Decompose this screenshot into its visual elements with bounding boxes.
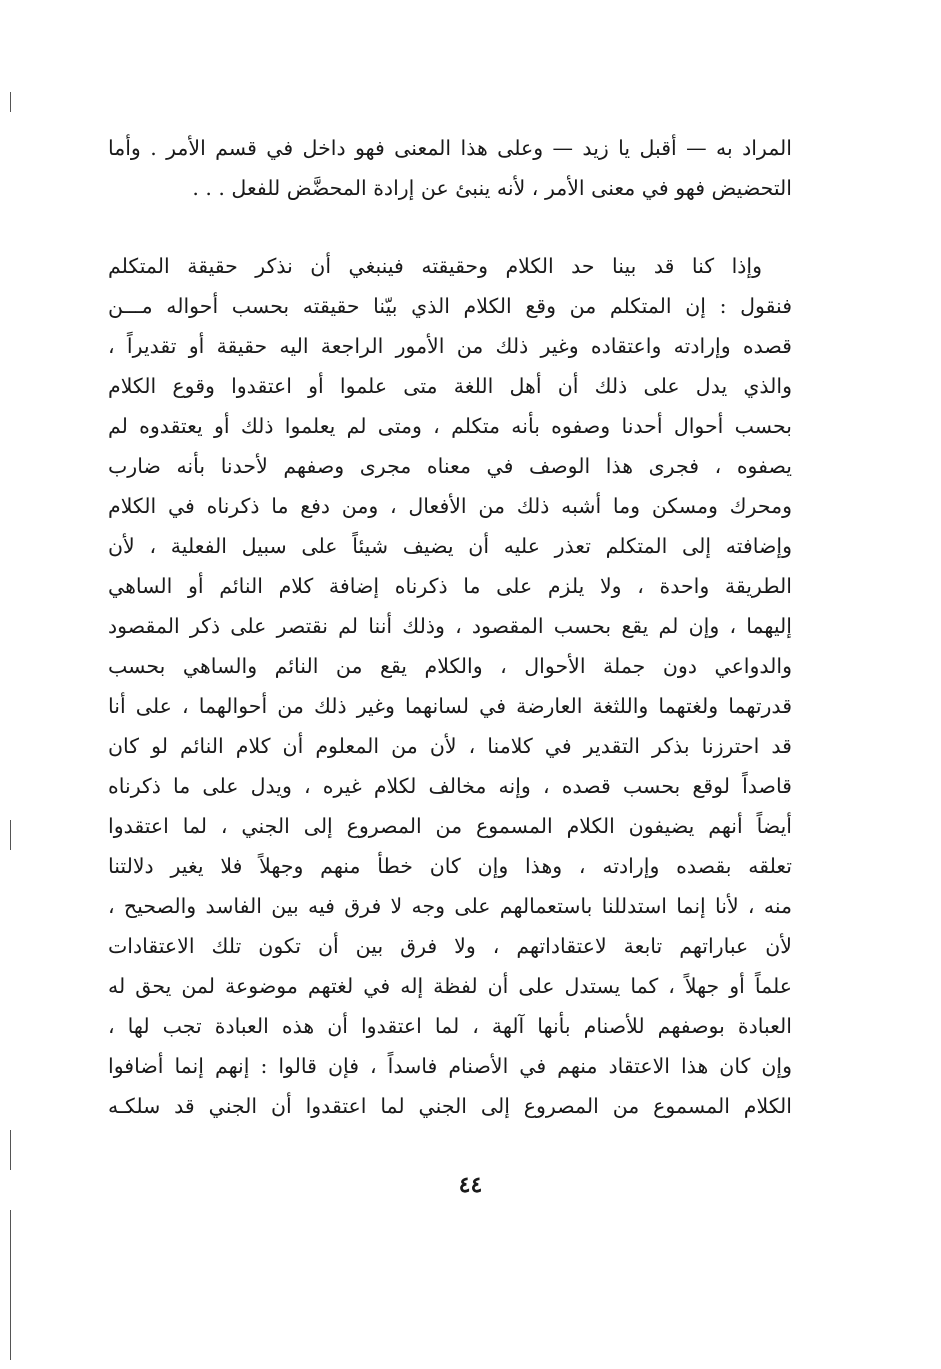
text-line: تعلقه بقصده وإرادته ، وهذا وإن كان خطأ منهم وجهلاً فلا يغير دلالتنا — [108, 854, 792, 878]
page-body — [108, 128, 792, 1126]
text-line: والدواعي دون جملة الأحوال ، والكلام يقع من النائم والساهي بحسب — [108, 654, 792, 678]
paragraph — [108, 128, 792, 208]
text-line: قصده وإرادته واعتقاده وغير ذلك من الأمور الراجعة اليه حقيقة أو تقديراً ، — [108, 334, 792, 358]
text-line: وإن كان هذا الاعتقاد منهم في الأصنام فاسداً ، فإن قالوا : إنهم إنما أضافوا — [108, 1054, 792, 1078]
scan-margin-mark — [10, 92, 11, 112]
text-line: المراد به — أقبل يا زيد — وعلى هذا المعنى فهو داخل في قسم الأمر . وأما — [108, 136, 792, 160]
text-line: الطريقة واحدة ، ولا يلزم على ما ذكرناه إضافة كلام النائم أو الساهي — [108, 574, 792, 598]
text-line: قاصداً لوقع بحسب قصده ، وإنه مخالف لكلام غيره ، ويدل على ما ذكرناه — [108, 774, 792, 798]
text-line: وإضافته إلى المتكلم تعذر عليه أن يضيف شيئاً على سبيل الفعلية ، لأن — [108, 534, 792, 558]
text-line: قد احترزنا بذكر التقدير في كلامنا ، لأن من المعلوم أن كلام النائم لو كان — [108, 734, 792, 758]
text-line: لأن عباراتهم تابعة لاعتقاداتهم ، ولا فرق بين أن تكون تلك الاعتقادات — [108, 934, 792, 958]
text-line: علماً أو جهلاً ، كما يستدل على أن لفظة إله في لغتهم موضوعة لمن يحق له — [108, 974, 792, 998]
text-line: إليهما ، وإن لم يقع بحسب المقصود ، وذلك أننا لم نقتصر على ذكر المقصود — [108, 614, 792, 638]
text-line: فنقول : إن المتكلم من وقع الكلام الذي بيّنا حقيقته بحسب أحواله مـــن — [108, 294, 792, 318]
text-line: التحضيض فهو في معنى الأمر ، لأنه ينبئ عن إرادة المحضَّض للفعل . . . — [192, 176, 792, 200]
text-line: ومحرك ومسكن وما أشبه ذلك من الأفعال ، ومن دفع ما ذكرناه في الكلام — [108, 494, 792, 518]
scan-margin-mark — [10, 1130, 11, 1170]
paragraph — [108, 246, 792, 1126]
text-line: العبادة بوصفهم للأصنام بأنها آلهة ، لما اعتقدوا أن هذه العبادة تجب لها ، — [108, 1014, 792, 1038]
text-line: قدرتهما ولغتهما واللثغة العارضة في لسانهما وغير ذلك من أحوالهما ، على أنا — [108, 694, 792, 718]
text-line: يصفوه ، فجرى هذا الوصف في معناه مجرى وصفهم لأحدنا بأنه ضارب — [108, 454, 792, 478]
text-line: أيضاً أنهم يضيفون الكلام المسموع من المصروع إلى الجني ، لما اعتقدوا — [108, 814, 792, 838]
text-line: والذي يدل على ذلك أن أهل اللغة متى علموا أو اعتقدوا وقوع الكلام — [108, 374, 792, 398]
page-number: ٤٤ — [458, 1172, 483, 1198]
scan-margin-mark — [10, 820, 11, 850]
scan-margin-mark — [10, 1210, 11, 1360]
text-line: الكلام المسموع من المصروع إلى الجني لما اعتقدوا أن الجني قد سلكـه — [108, 1094, 792, 1118]
text-line: منه ، لأنا إنما استدللنا باستعمالهم على وجه لا فرق فيه بين الفاسد والصحيح ، — [108, 894, 792, 918]
text-line: بحسب أحوال أحدنا وصفوه بأنه متكلم ، ومتى لم يعلموا ذلك أو يعتقدوه لم — [108, 414, 792, 438]
text-line: وإذا كنا قد بينا حد الكلام وحقيقته فينبغي أن نذكر حقيقة المتكلم — [108, 254, 762, 278]
